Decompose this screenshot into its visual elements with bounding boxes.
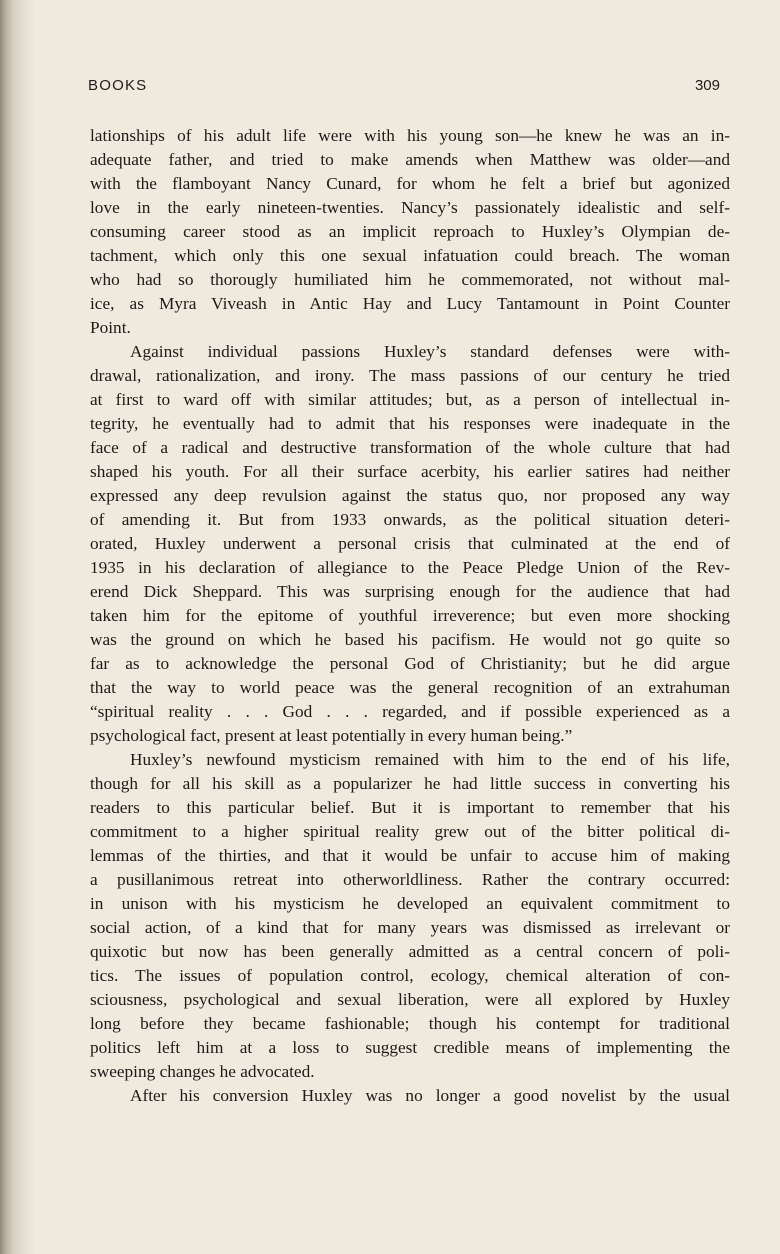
text-line: quixotic but now has been generally admitted as a central concern of poli- — [90, 942, 730, 961]
text-line: tics. The issues of population control, ecology, chemical alteration of con- — [90, 966, 730, 985]
text-line: sweeping changes he advocated. — [90, 1062, 315, 1081]
text-line: of amending it. But from 1933 onwards, as the political situation deteri- — [90, 510, 730, 529]
text-line: “spiritual reality . . . God . . . regarded, and if possible experienced as a — [90, 702, 730, 721]
text-line: orated, Huxley underwent a personal crisis that culminated at the end of — [90, 534, 730, 553]
text-line: though for all his skill as a popularizer he had little success in converting his — [90, 774, 730, 793]
text-line: that the way to world peace was the general recognition of an extrahuman — [90, 678, 730, 697]
text-line: sciousness, psychological and sexual liberation, were all explored by Huxley — [90, 990, 730, 1009]
text-line: tegrity, he eventually had to admit that his responses were inadequate in the — [90, 414, 730, 433]
text-line: tachment, which only this one sexual infatuation could breach. The woman — [90, 246, 730, 265]
text-line: with the flamboyant Nancy Cunard, for whom he felt a brief but agonized — [90, 174, 730, 193]
text-line: politics left him at a loss to suggest credible means of implementing the — [90, 1038, 730, 1057]
text-line: was the ground on which he based his pacifism. He would not go quite so — [90, 630, 730, 649]
page-number: 309 — [694, 77, 720, 94]
text-line: psychological fact, present at least potentially in every human being.” — [90, 726, 573, 745]
text-line: consuming career stood as an implicit reproach to Huxley’s Olympian de- — [90, 222, 730, 241]
text-line: Point. — [90, 318, 131, 337]
text-line: lationships of his adult life were with his young son—he knew he was an in- — [90, 126, 730, 145]
text-line: commitment to a higher spiritual reality grew out of the bitter political di- — [90, 822, 730, 841]
text-line: lemmas of the thirties, and that it would be unfair to accuse him of making — [90, 846, 730, 865]
text-line: love in the early nineteen-twenties. Nancy’s passionately idealistic and self- — [90, 198, 730, 217]
body-text — [90, 124, 730, 1108]
text-line: Huxley’s newfound mysticism remained with him to the end of his life, — [130, 750, 730, 769]
section-title: BOOKS — [88, 77, 148, 94]
text-line: face of a radical and destructive transformation of the whole culture that had — [90, 438, 730, 457]
text-line: Against individual passions Huxley’s standard defenses were with- — [130, 342, 730, 361]
text-line: expressed any deep revulsion against the status quo, nor proposed any way — [90, 486, 730, 505]
text-line: at first to ward off with similar attitudes; but, as a person of intellectual in- — [90, 390, 730, 409]
running-head — [88, 77, 720, 101]
text-line: a pusillanimous retreat into otherworldliness. Rather the contrary occurred: — [90, 870, 730, 889]
text-line: 1935 in his declaration of allegiance to the Peace Pledge Union of the Rev- — [90, 558, 730, 577]
text-line: in unison with his mysticism he developed an equivalent commitment to — [90, 894, 730, 913]
text-line: ice, as Myra Viveash in Antic Hay and Lucy Tantamount in Point Counter — [90, 294, 730, 313]
text-line: who had so thorougly humiliated him he commemorated, not without mal- — [90, 270, 730, 289]
text-line: long before they became fashionable; though his contempt for traditional — [90, 1014, 730, 1033]
text-line: After his conversion Huxley was no longer a good novelist by the usual — [130, 1086, 730, 1105]
text-line: erend Dick Sheppard. This was surprising enough for the audience that had — [90, 582, 730, 601]
text-line: readers to this particular belief. But it is important to remember that his — [90, 798, 730, 817]
text-line: shaped his youth. For all their surface acerbity, his earlier satires had neither — [90, 462, 730, 481]
text-line: far as to acknowledge the personal God of Christianity; but he did argue — [90, 654, 730, 673]
text-line: social action, of a kind that for many years was dismissed as irrelevant or — [90, 918, 730, 937]
text-line: adequate father, and tried to make amends when Matthew was older—and — [90, 150, 730, 169]
text-line: drawal, rationalization, and irony. The mass passions of our century he tried — [90, 366, 730, 385]
text-line: taken him for the epitome of youthful irreverence; but even more shocking — [90, 606, 730, 625]
